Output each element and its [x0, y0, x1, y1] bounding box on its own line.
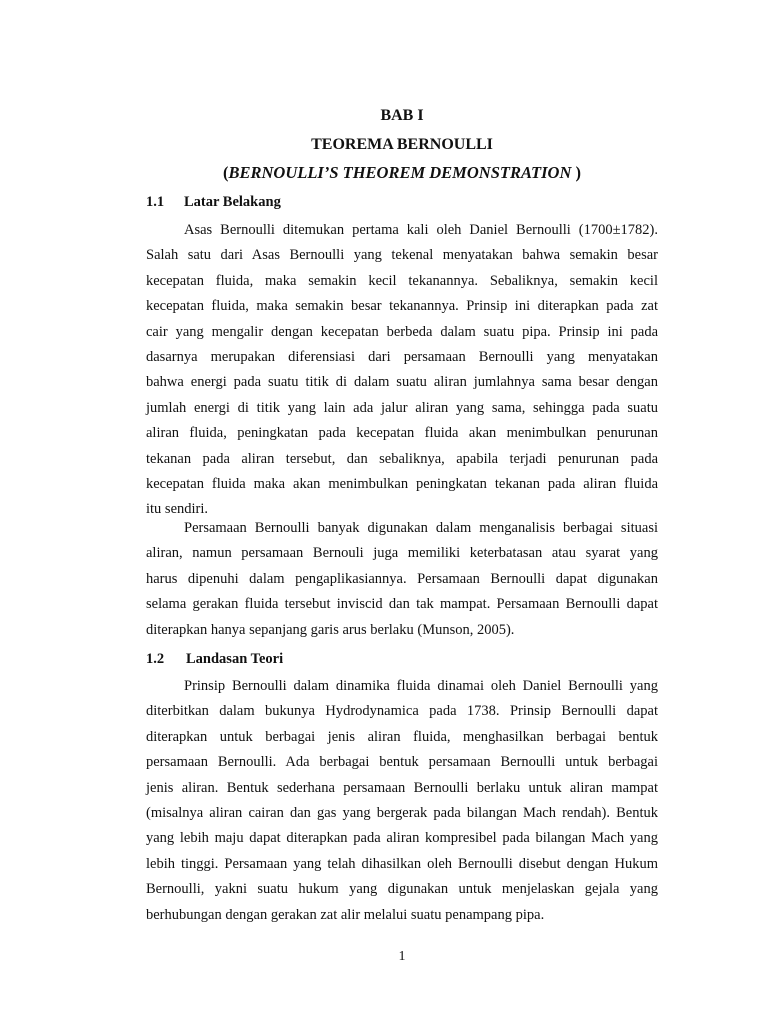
paragraph-latar-belakang-2: [146, 516, 658, 643]
paragraph-line: yang lebih maju dapat diterapkan pada aliran kompresibel pada bilangan Mach yang: [146, 830, 658, 847]
paragraph-line: itu sendiri.: [146, 501, 209, 518]
paragraph-line: (misalnya aliran cairan dan gas yang bergerak pada bilangan Mach rendah). Bentuk: [146, 804, 658, 821]
paragraph-line: diterbitkan dalam bukunya Hydrodynamica pada 1738. Prinsip Bernoulli dapat: [146, 703, 658, 720]
paragraph-line: aliran, namun persamaan Bernouli juga memiliki keterbatasan atau syarat yang: [146, 545, 658, 562]
paragraph-line: Bernoulli, yakni suatu hukum yang digunakan untuk menjelaskan gejala yang: [146, 881, 658, 898]
section-number: 1.1: [146, 194, 165, 210]
paragraph-line: persamaan Bernoulli. Ada berbagai bentuk persamaan Bernoulli untuk berbagai: [146, 754, 658, 771]
page-number: 1: [398, 949, 406, 964]
paragraph-line: berhubungan dengan gerakan zat alir melalui suatu penampang pipa.: [146, 906, 545, 923]
paragraph-line: selama gerakan fluida tersebut inviscid dan tak mampat. Persamaan Bernoulli dapat: [146, 596, 658, 613]
paragraph-line: aliran fluida, peningkatan pada kecepatan fluida akan menimbulkan penurunan: [146, 425, 658, 442]
chapter-label: BAB I: [380, 107, 424, 124]
paragraph-line: tekanan pada aliran tersebut, dan sebaliknya, apabila terjadi penurunan pada: [146, 450, 658, 467]
paragraph-line: Asas Bernoulli ditemukan pertama kali oleh Daniel Bernoulli (1700±1782).: [184, 222, 658, 238]
paragraph-line: jumlah energi di titik yang lain ada jalur aliran yang sama, sehingga pada suatu: [146, 399, 658, 416]
chapter-title: TEOREMA BERNOULLI: [311, 136, 493, 153]
paragraph-line: diterapkan hanya sepanjang garis arus berlaku (Munson, 2005).: [146, 621, 515, 638]
section-heading-landasan-teori: [146, 650, 283, 668]
subtitle-close-paren: ): [571, 163, 581, 182]
paragraph-line: kecepatan fluida, maka semakin kecil tekanannya. Sebaliknya, semakin kecil: [146, 272, 658, 289]
section-title: Landasan Teori: [186, 651, 284, 667]
paragraph-line: diterapkan untuk berbagai jenis aliran fluida, menghasilkan berbagai bentuk: [146, 728, 658, 745]
subtitle-open-paren: (: [222, 163, 229, 182]
paragraph-latar-belakang-1: [146, 218, 658, 523]
subtitle-italic-text: BERNOULLI’S THEOREM DEMONSTRATION: [228, 163, 572, 182]
section-number: 1.2: [146, 651, 165, 667]
section-heading-latar-belakang: [146, 193, 281, 211]
paragraph-line: jenis aliran. Bentuk sederhana persamaan Bernoulli berlaku untuk aliran mampat: [146, 779, 658, 796]
paragraph-line: Prinsip Bernoulli dalam dinamika fluida dinamai oleh Daniel Bernoulli yang: [184, 678, 658, 694]
paragraph-line: lebih tinggi. Persamaan yang telah dihasilkan oleh Bernoulli disebut dengan Hukum: [146, 855, 658, 872]
chapter-subtitle: [146, 163, 658, 183]
paragraph-line: Salah satu dari Asas Bernoulli yang tekenal menyatakan bahwa semakin besar: [146, 247, 658, 264]
paragraph-line: Persamaan Bernoulli banyak digunakan dalam menganalisis berbagai situasi: [184, 520, 658, 536]
paragraph-line: kecepatan fluida, maka semakin besar tekanannya. Prinsip ini diterapkan pada zat: [146, 298, 658, 315]
section-title: Latar Belakang: [184, 194, 281, 210]
paragraph-line: dasarnya merupakan diferensiasi dari persamaan Bernoulli yang menyatakan: [146, 348, 658, 365]
paragraph-landasan-teori-1: [146, 674, 658, 928]
paragraph-line: harus dipenuhi dalam pengaplikasiannya. Persamaan Bernoulli dapat digunakan: [146, 570, 658, 587]
paragraph-line: bahwa energi pada suatu titik di dalam suatu aliran jumlahnya sama besar dengan: [146, 374, 658, 391]
paragraph-line: kecepatan fluida maka akan menimbulkan peningkatan tekanan pada aliran fluida: [146, 475, 658, 492]
paragraph-line: cair yang mengalir dengan kecepatan berbeda dalam suatu pipa. Prinsip ini pada: [146, 323, 658, 340]
